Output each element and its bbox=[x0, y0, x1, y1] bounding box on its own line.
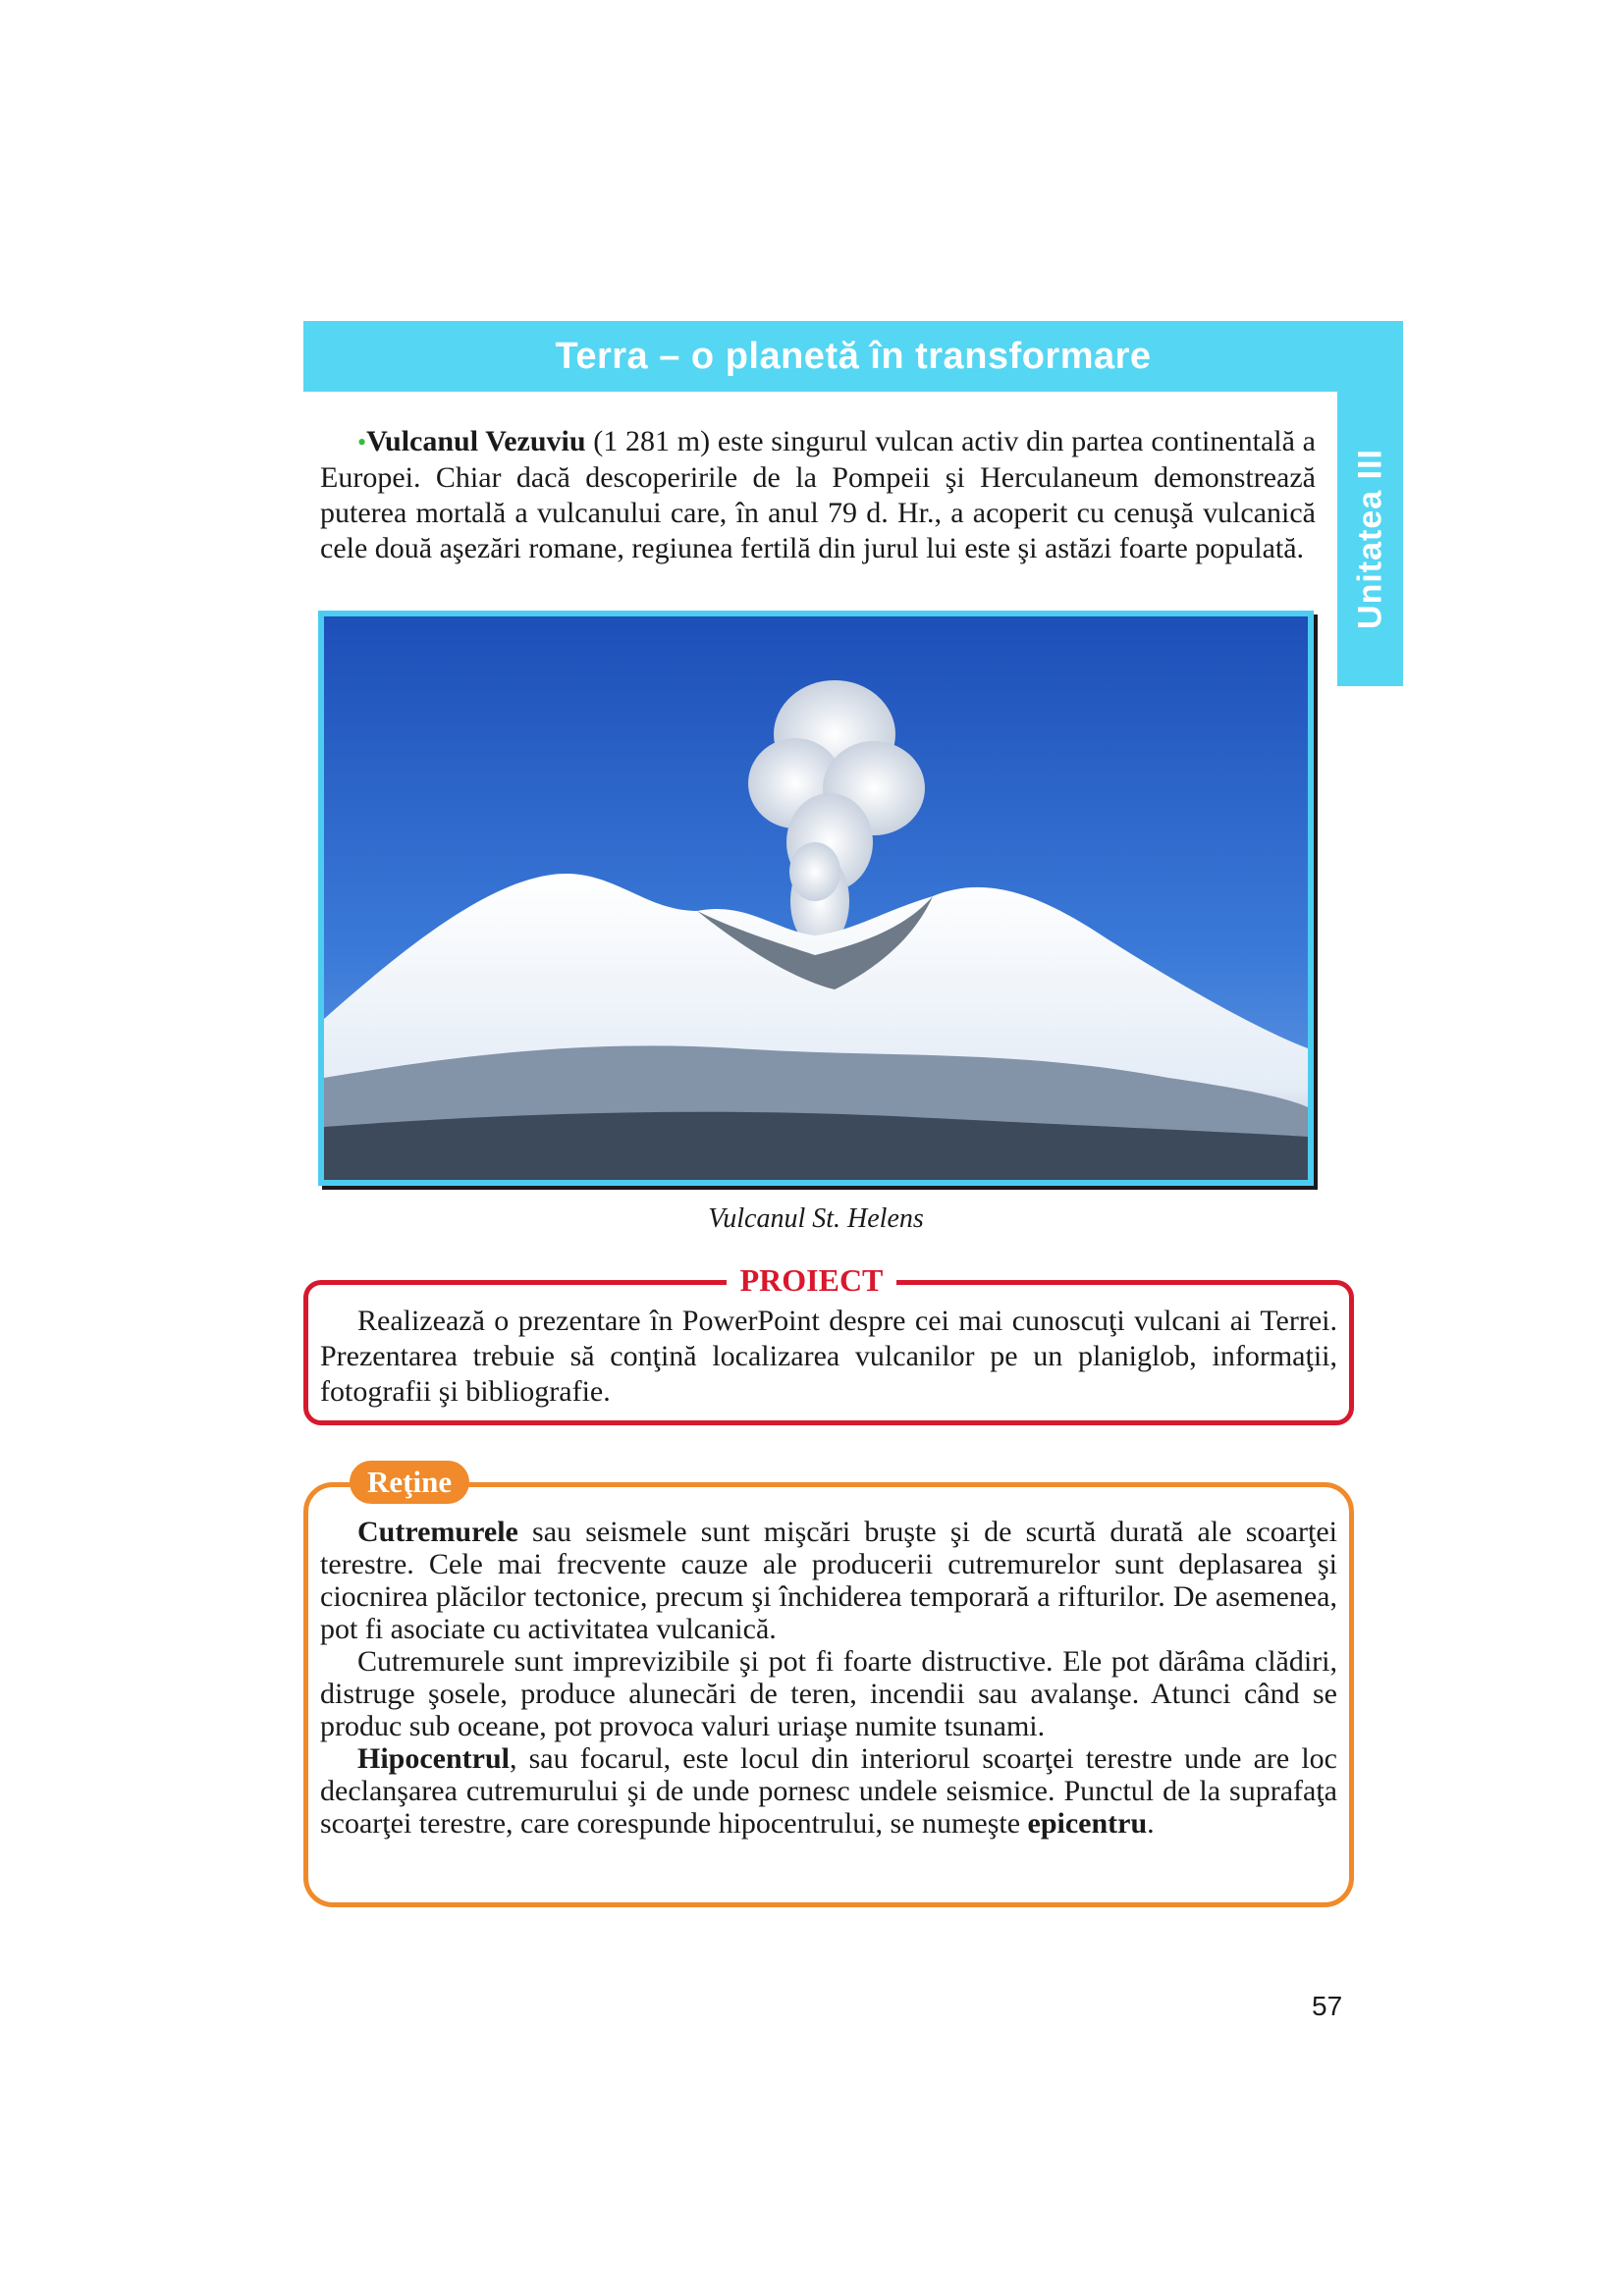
retine-text-1: sau seismele sunt mişcări bruşte şi de scurtă durată ale scoarţei terestre. Cele mai frecvente cauze ale producerii cutremurelor sunt deplasarea şi ciocnirea plăcilor tectonice, precum şi închiderea temporară a rifturilor. De asemenea, pot fi asociate cu activitatea vulcanică. bbox=[320, 1516, 1337, 1645]
chapter-title: Terra – o planetă în transformare bbox=[555, 336, 1152, 377]
retine-term-cutremurele: Cutremurele bbox=[357, 1516, 518, 1548]
retine-paragraph-1 bbox=[320, 1516, 1337, 1645]
chapter-header bbox=[303, 321, 1403, 392]
unit-label: Unitatea III bbox=[1351, 449, 1388, 629]
retine-end: . bbox=[1147, 1807, 1155, 1840]
retine-text bbox=[320, 1516, 1337, 1840]
retine-text-3: , sau focarul, este locul din interiorul scoarţei terestre unde are loc declanşarea cutremurului şi de unde pornesc undele seismice. Punctul de la suprafaţa scoarţei terestre, care corespunde hipocentrului, se numeşte bbox=[320, 1742, 1337, 1840]
intro-paragraph bbox=[320, 424, 1316, 566]
project-title-row bbox=[0, 1262, 1623, 1299]
retine-term-epicentru: epicentru bbox=[1027, 1807, 1148, 1840]
project-text bbox=[320, 1304, 1337, 1410]
page-number: 57 bbox=[1312, 1991, 1343, 2021]
intro-text: (1 281 m) este singurul vulcan activ din partea continentală a Europei. Chiar dacă descoperirile de la Pompeii şi Herculaneum demonstrează puterea mortală a vulcanului care, în anul 79 d. Hr., a acoperit cu cenuşă vulcanică cele două aşezări romane, regiunea fertilă din jurul lui este şi astăzi foarte populată. bbox=[320, 425, 1316, 564]
volcano-illustration bbox=[324, 616, 1308, 1180]
intro-term: Vulcanul Vezuviu bbox=[366, 425, 586, 457]
bullet-icon: • bbox=[357, 428, 367, 456]
unit-side-tab bbox=[1337, 392, 1403, 686]
project-paragraph: Realizează o prezentare în PowerPoint despre cei mai cunoscuţi vulcani ai Terrei. Prezentarea trebuie să conţină localizarea vulcanilor pe un planiglob, informaţii, fotografii şi bibliografie. bbox=[320, 1305, 1337, 1408]
retine-label: Reţine bbox=[350, 1461, 469, 1504]
photo-caption: Vulcanul St. Helens bbox=[708, 1203, 924, 1234]
project-title: PROIECT bbox=[727, 1262, 897, 1298]
retine-paragraph-3 bbox=[320, 1742, 1337, 1840]
retine-term-hipocentrul: Hipocentrul bbox=[357, 1742, 510, 1775]
retine-paragraph-2: Cutremurele sunt imprevizibile şi pot fi foarte distructive. Ele pot dărâma clădiri, distruge şosele, produce alunecări de teren, incendii sau avalanşe. Atunci când se produc sub oceane, pot provoca valuri uriaşe numite tsunami. bbox=[320, 1645, 1337, 1742]
volcano-photo bbox=[318, 611, 1314, 1186]
